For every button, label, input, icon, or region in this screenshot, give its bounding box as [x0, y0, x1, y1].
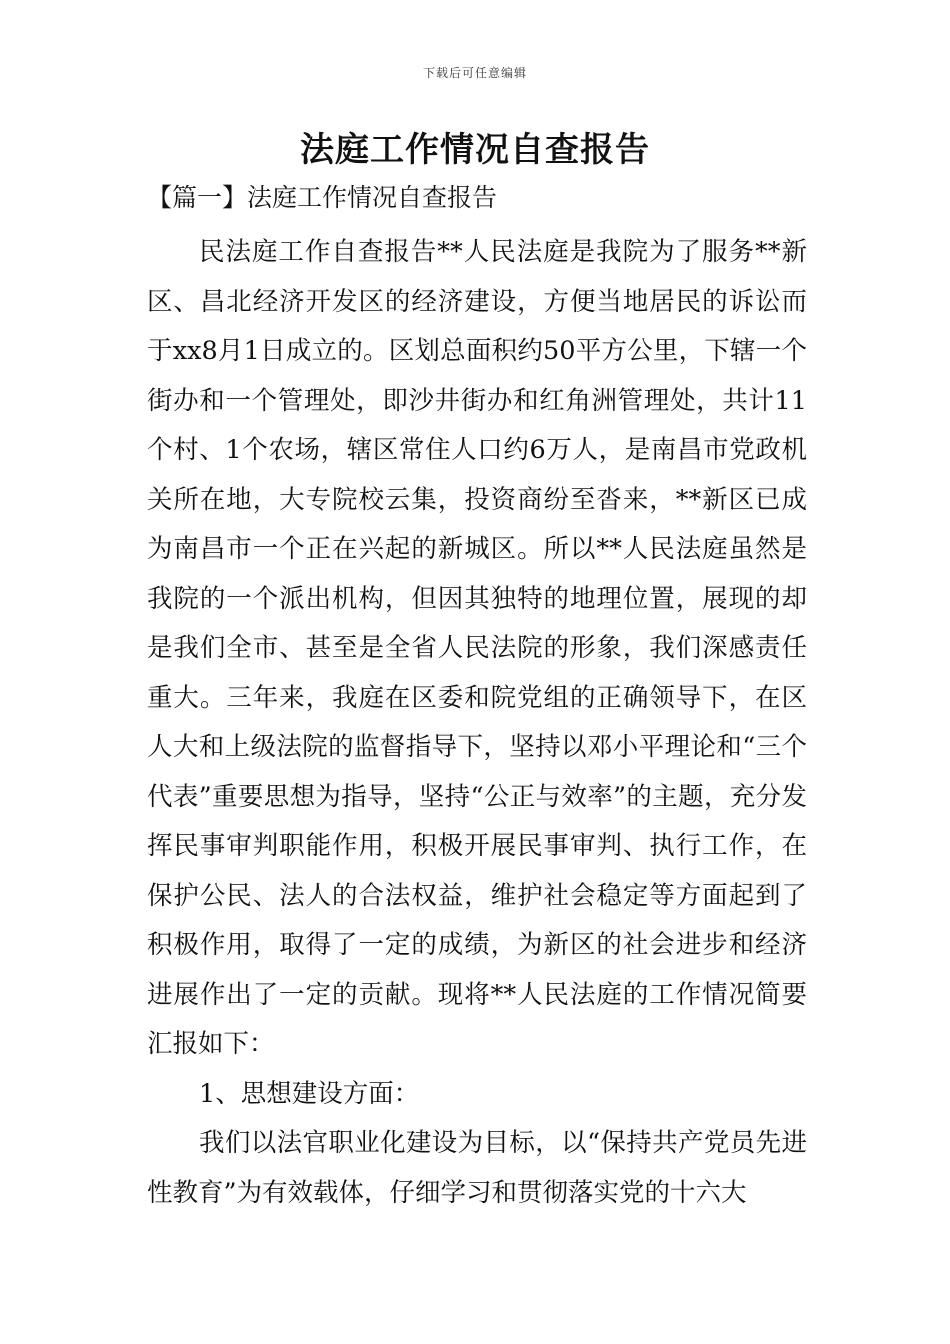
- section-heading: 【篇一】法庭工作情况自查报告: [147, 183, 498, 212]
- header-note: 下载后可任意编辑: [422, 66, 527, 80]
- paragraph-intro: 民法庭工作自查报告**人民法庭是我院为了服务**新区、昌北经济开发区的经济建设，方便当地居民的诉讼而于xx8月1日成立的。区划总面积约50平方公里，下辖一个街办和一个管理处，即沙井街办和红角洲管理处，共计11个村、1个农场，辖区常住人口约6万人，是南昌市党政机关所在地，大专院校云集，投资商纷至沓来，**新区已成为南昌市一个正在兴起的新城区。所以**人民法庭虽然是我院的一个派出机构，但因其独特的地理位置，展现的却是我们全市、甚至是全省人民法院的形象，我们深感责任重大。三年来，我庭在区委和院党组的正确领导下，在区人大和上级法院的监督指导下，坚持以邓小平理论和“三个代表”重要思想为指导，坚持“公正与效率”的主题，充分发挥民事审判职能作用，积极开展民事审判、执行工作，在保护公民、法人的合法权益，维护社会稳定等方面起到了积极作用，取得了一定的成绩，为新区的社会进步和经济进展作出了一定的贡献。现将**人民法庭的工作情况简要汇报如下：: [147, 237, 807, 1059]
- paragraph-subheading: 1、思想建设方面：: [199, 1078, 420, 1109]
- paragraph-ideology: 我们以法官职业化建设为目标，以“保持共产党员先进性教育”为有效载体，仔细学习和贯彻落实党的十六大: [147, 1128, 807, 1208]
- document-body: [147, 228, 807, 1218]
- document-title: 法庭工作情况自查报告: [300, 130, 650, 170]
